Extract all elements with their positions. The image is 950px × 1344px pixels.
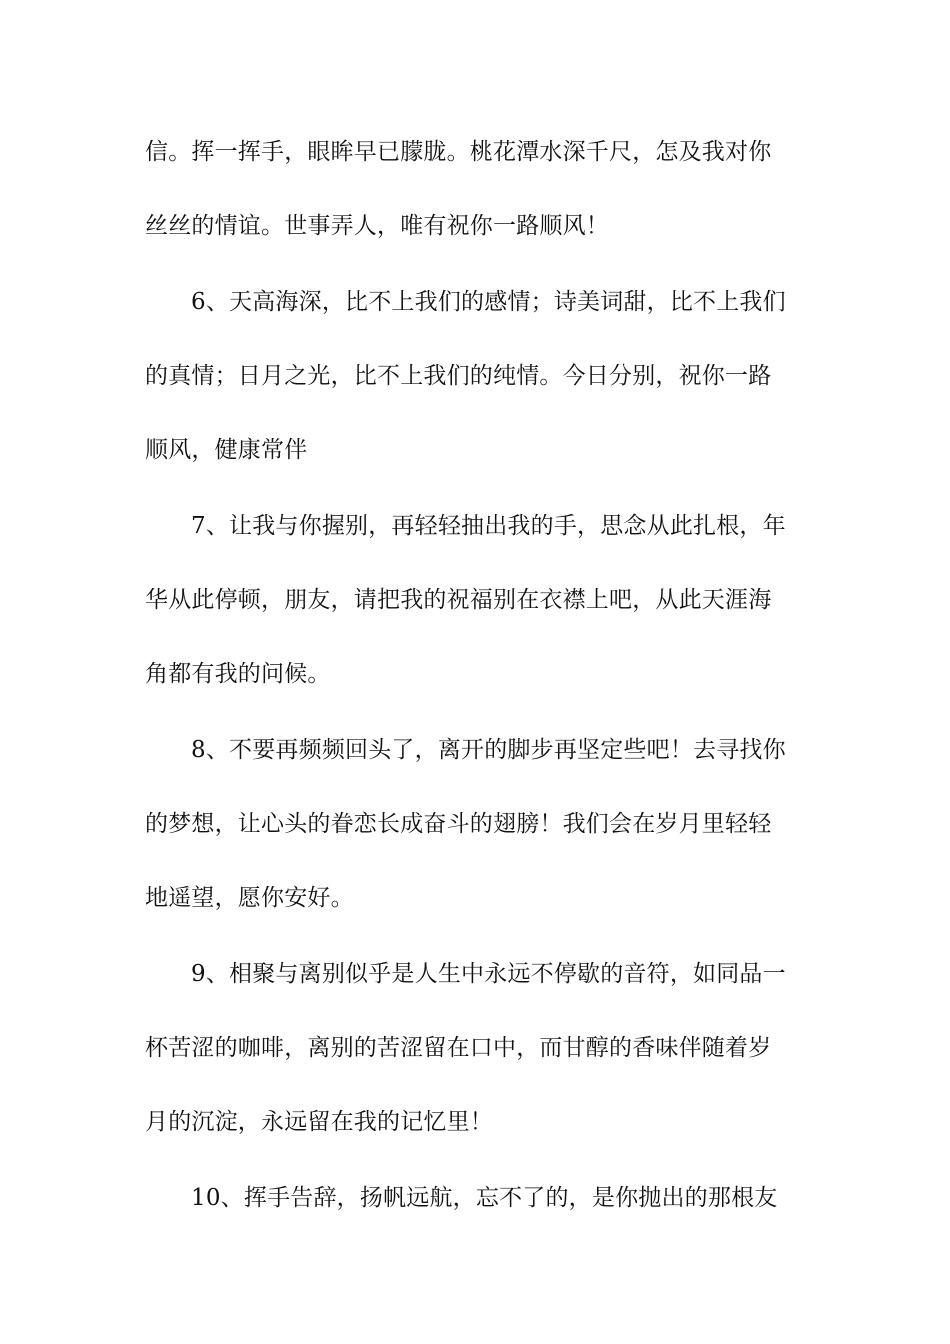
paragraph-start-line: 7、让我与你握别，再轻轻抽出我的手，思念从此扎根，年	[191, 513, 786, 539]
text-line: 丝丝的情谊。世事弄人，唯有祝你一路顺风！	[145, 213, 609, 239]
text-line: 角都有我的问候。	[145, 661, 331, 687]
text-line: 的真情；日月之光，比不上我们的纯情。今日分别，祝你一路	[145, 363, 772, 389]
text-line: 顺风，健康常伴	[145, 437, 308, 463]
text-line: 的梦想，让心头的眷恋长成奋斗的翅膀！我们会在岁月里轻轻	[145, 811, 772, 837]
paragraph-start-line: 9、相聚与离别似乎是人生中永远不停歇的音符，如同品一	[191, 961, 786, 987]
text-line: 信。挥一挥手，眼眸早已朦胧。桃花潭水深千尺，怎及我对你	[145, 139, 772, 165]
text-line: 月的沉淀，永远留在我的记忆里！	[145, 1109, 493, 1135]
paragraph-start-line: 6、天高海深，比不上我们的感情；诗美词甜，比不上我们	[191, 289, 786, 315]
text-line: 地遥望，愿你安好。	[145, 885, 354, 911]
text-line: 杯苦涩的咖啡，离别的苦涩留在口中，而甘醇的香味伴随着岁	[145, 1035, 772, 1061]
paragraph-start-line: 10、挥手告辞，扬帆远航，忘不了的，是你抛出的那根友	[191, 1185, 778, 1211]
paragraph-start-line: 8、不要再频频回头了，离开的脚步再坚定些吧！去寻找你	[191, 737, 786, 763]
text-line: 华从此停顿，朋友，请把我的祝福别在衣襟上吧，从此天涯海	[145, 587, 772, 613]
